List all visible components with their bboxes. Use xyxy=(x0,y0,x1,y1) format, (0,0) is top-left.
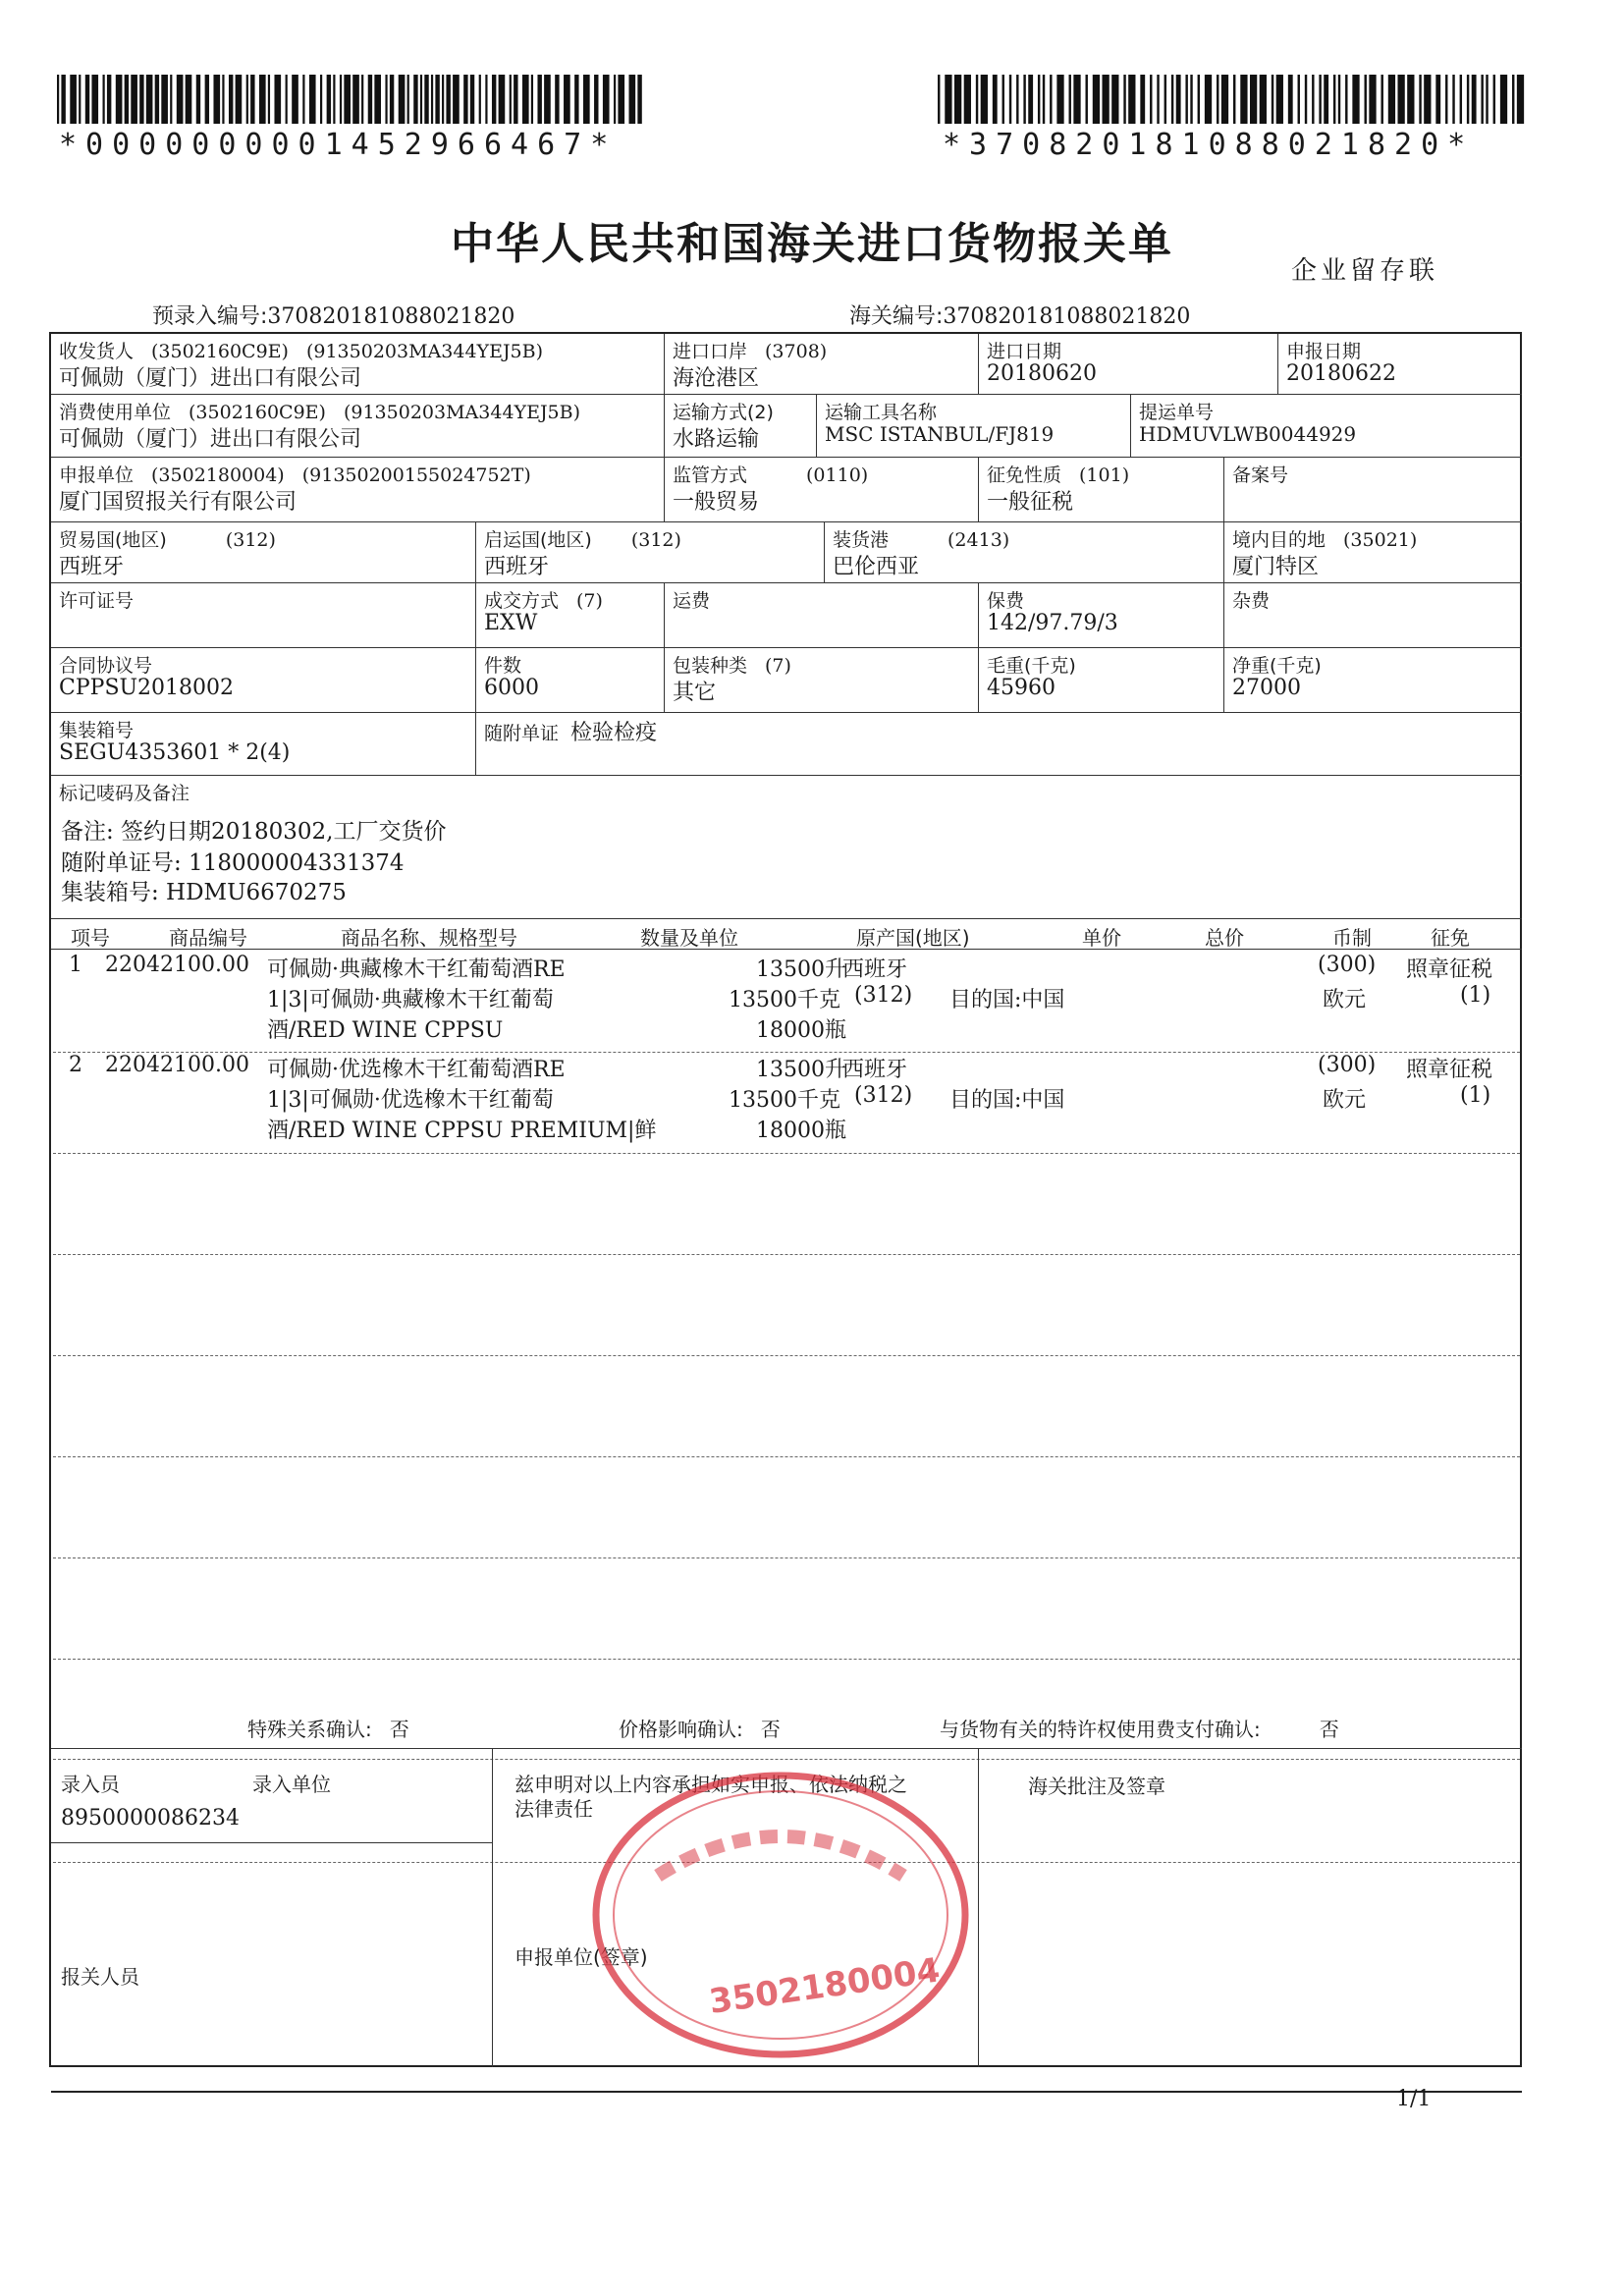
trade-country-cell: 贸易国(地区) (312) 西班牙 xyxy=(51,522,476,583)
origin-country-cell: 启运国(地区) (312) 西班牙 xyxy=(476,522,825,583)
tax-nature-cell: 征免性质 (101) 一般征税 xyxy=(979,458,1224,522)
confirmation-row: 特殊关系确认: 否 价格影响确认: 否 与货物有关的特许权使用费支付确认: 否 xyxy=(51,1702,1522,1749)
broker-cell: 报关人员 xyxy=(51,1843,493,2067)
freight-cell: 运费 xyxy=(665,583,979,648)
barcode-right-number: *370820181088021820* xyxy=(943,128,1475,162)
barcode-left xyxy=(57,75,644,124)
company-seal-stamp xyxy=(579,1758,982,2072)
pre-entry-number: 预录入编号:370820181088021820 xyxy=(152,304,515,329)
customs-number: 海关编号:370820181088021820 xyxy=(849,304,1191,329)
gross-weight-cell: 毛重(千克) 45960 xyxy=(979,648,1224,713)
attached-docs-cell: 随附单证 检验检疫 xyxy=(476,713,1522,776)
entry-clerk-cell: 录入员 录入单位 8950000086234 xyxy=(51,1749,493,1843)
net-weight-cell: 净重(千克) 27000 xyxy=(1224,648,1522,713)
transport-mode-cell: 运输方式(2) 水路运输 xyxy=(665,395,817,458)
loading-port-cell: 装货港 (2413) 巴伦西亚 xyxy=(825,522,1224,583)
consignee-cell: 收发货人 (3502160C9E) (91350203MA344YEJ5B) 可佩勋（厦门）进出口有限公司 xyxy=(51,334,665,395)
goods-row: 1 22042100.00 可佩勋·典藏橡木干红葡萄酒RE 1|3|可佩勋·典藏橡木干红葡萄 酒/RED WINE CPPSU 13500升 13500千克 18000瓶 西班牙 (312) 目的国:中国 (300) 欧元 照章征税 (1) xyxy=(69,953,1493,1043)
declare-date-cell: 申报日期 20180622 xyxy=(1278,334,1522,395)
customs-approval-cell: 海关批注及签章 xyxy=(1028,1775,1165,1798)
license-cell: 许可证号 xyxy=(51,583,476,648)
goods-row: 2 22042100.00 可佩勋·优选橡木干红葡萄酒RE 1|3|可佩勋·优选橡木干红葡萄 酒/RED WINE CPPSU PREMIUM|鲜 13500升 13500千克 18000瓶 西班牙 (312) 目的国:中国 (300) 欧元 照章征税 (1) xyxy=(69,1053,1493,1143)
import-port-cell: 进口口岸 (3708) 海沧港区 xyxy=(665,334,979,395)
consumer-cell: 消费使用单位 (3502160C9E) (91350203MA344YEJ5B) 可佩勋（厦门）进出口有限公司 xyxy=(51,395,665,458)
deal-mode-cell: 成交方式 (7) EXW xyxy=(476,583,665,648)
container-cell: 集装箱号 SEGU4353601 * 2(4) xyxy=(51,713,476,776)
goods-table-header: 项号 商品编号 商品名称、规格型号 数量及单位 原产国(地区) 单价 总价 币制 征免 xyxy=(51,919,1522,950)
barcode-left-number: *0000000001452966467* xyxy=(59,128,618,162)
marks-remarks-cell: 标记唛码及备注 备注: 签约日期20180302,工厂交货价 随附单证号: 118000004331374 集装箱号: HDMU6670275 xyxy=(51,776,1522,919)
package-type-cell: 包装种类 (7) 其它 xyxy=(665,648,979,713)
document-title: 中华人民共和国海关进口货物报关单 xyxy=(451,219,1173,269)
declaration-statement-cell: 兹申明对以上内容承担如实申报、依法纳税之 法律责任 申报单位(签章) xyxy=(493,1749,979,2067)
insurance-cell: 保费 142/97.79/3 xyxy=(979,583,1224,648)
barcode-right xyxy=(938,75,1529,124)
misc-fee-cell: 杂费 xyxy=(1224,583,1522,648)
svg-text:3502180004: 3502180004 xyxy=(706,1950,943,2022)
supervision-cell: 监管方式 (0110) 一般贸易 xyxy=(665,458,979,522)
page-number: 1/1 xyxy=(1396,2087,1432,2111)
bill-of-lading-cell: 提运单号 HDMUVLWB0044929 xyxy=(1131,395,1522,458)
consignee-value: 可佩勋（厦门）进出口有限公司 xyxy=(59,366,362,391)
copy-label: 企业留存联 xyxy=(1291,256,1439,286)
import-date-cell: 进口日期 20180620 xyxy=(979,334,1278,395)
record-no-cell: 备案号 xyxy=(1224,458,1522,522)
vessel-cell: 运输工具名称 MSC ISTANBUL/FJ819 xyxy=(817,395,1131,458)
domestic-destination-cell: 境内目的地 (35021) 厦门特区 xyxy=(1224,522,1522,583)
contract-cell: 合同协议号 CPPSU2018002 xyxy=(51,648,476,713)
packages-cell: 件数 6000 xyxy=(476,648,665,713)
declarant-cell: 申报单位 (3502180004) (91350200155024752T) 厦门国贸报关行有限公司 xyxy=(51,458,665,522)
